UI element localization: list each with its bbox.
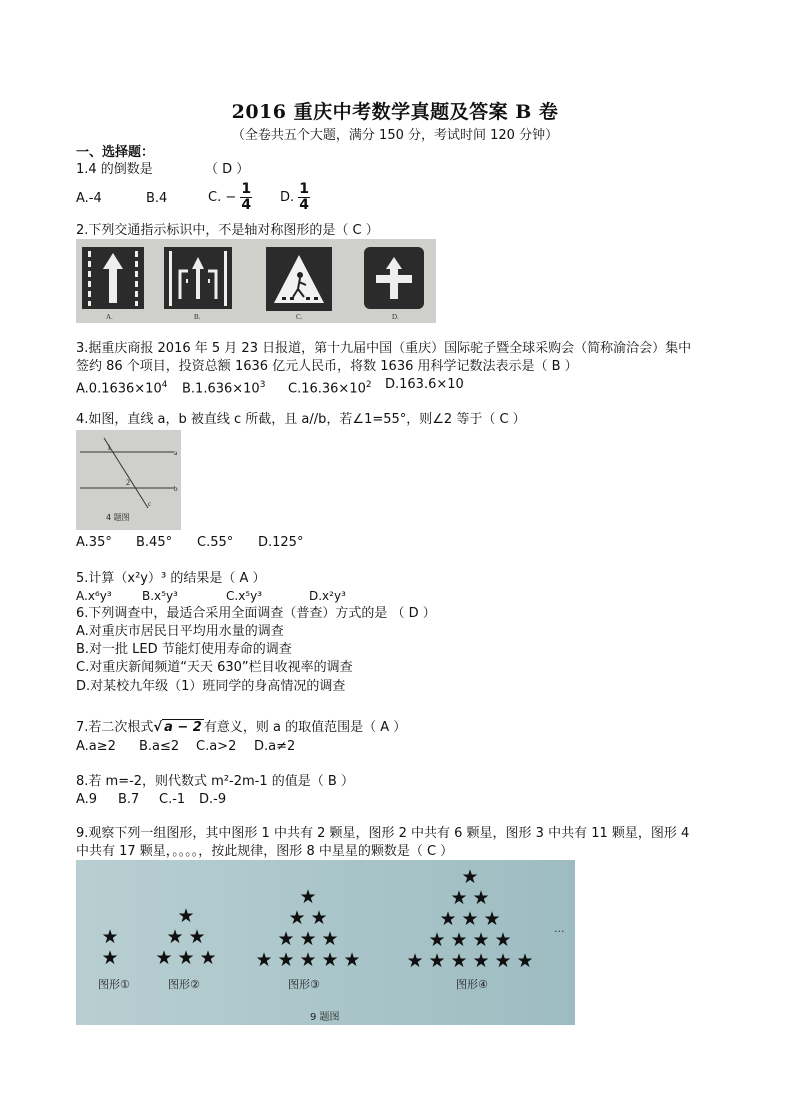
fig3-label: 图形③ xyxy=(288,978,320,991)
q2-traffic-signs-figure xyxy=(76,239,436,323)
q4-parallel-lines-figure xyxy=(76,430,181,530)
sign-a-label: A. xyxy=(106,313,113,321)
sign-c-label: C. xyxy=(296,313,303,321)
star-icon: ★ xyxy=(277,949,295,971)
star-icon: ★ xyxy=(177,947,195,969)
star-icon: ★ xyxy=(299,886,317,908)
star-icon: ★ xyxy=(406,950,424,972)
star-icon: ★ xyxy=(472,950,490,972)
page-subtitle: （全卷共五个大题，满分 150 分，考试时间 120 分钟） xyxy=(231,128,559,143)
q8-option-b: B.7 xyxy=(118,792,140,807)
q3-option-b: $B.1.636\times 10^3$ xyxy=(182,380,266,397)
star-icon: ★ xyxy=(472,887,490,909)
q1-answer: （ D ） xyxy=(205,162,250,177)
q1-option-b: B.4 xyxy=(146,191,168,206)
q7-option-c: C.a>2 xyxy=(196,739,237,754)
q3-line1: 3.据重庆商报 2016 年 5 月 23 日报道，第十九届中国（重庆）国际驼子暨全球采购会（简称渝洽会）集中 xyxy=(76,341,692,356)
page-title: 2016 重庆中考数学真题及答案 B 卷 xyxy=(231,101,559,123)
q7-stem: 7.若二次根式√ a − 2 有意义，则 a 的取值范围是（ A ） xyxy=(76,720,407,735)
fig4-label: 图形④ xyxy=(456,978,488,991)
svg-text:a: a xyxy=(174,449,178,457)
parallel-lines-svg xyxy=(76,430,181,530)
q3-option-a: $A.0.1636\times 10^4$ xyxy=(76,380,168,397)
svg-text:c: c xyxy=(148,500,152,508)
q6-option-b: B.对一批 LED 节能灯使用寿命的调查 xyxy=(76,642,292,657)
traffic-signs-svg xyxy=(76,239,436,323)
star-icon: ★ xyxy=(255,949,273,971)
star-icon: ★ xyxy=(321,928,339,950)
sign-a-straight-arrow-icon xyxy=(82,247,144,309)
sign-d-junction-icon xyxy=(364,247,424,309)
star-icon: ★ xyxy=(461,866,479,888)
q3-line2: 签约 86 个项目，投资总额 1636 亿元人民币，将数 1636 用科学记数法表示是（ B ） xyxy=(76,359,578,374)
star-icon: ★ xyxy=(199,947,217,969)
svg-text:b: b xyxy=(174,485,178,493)
q3-option-d: D.163.6×10 xyxy=(385,377,464,392)
q5-stem: 5.计算（x²y）³ 的结果是（ A ） xyxy=(76,571,266,586)
svg-text:4 题图: 4 题图 xyxy=(106,513,130,522)
star-icon: ★ xyxy=(450,929,468,951)
star-icon: ★ xyxy=(494,950,512,972)
q7-option-b: B.a≤2 xyxy=(139,739,180,754)
star-icon: ★ xyxy=(461,908,479,930)
q8-option-a: A.9 xyxy=(76,792,98,807)
q7-option-a: A.a≥2 xyxy=(76,739,116,754)
q4-option-d: D.125° xyxy=(258,535,304,550)
q9-star-pattern-figure xyxy=(76,860,575,1025)
fig2-label: 图形② xyxy=(168,978,200,991)
q8-option-c: C.-1 xyxy=(159,792,186,807)
star-pattern-svg xyxy=(76,860,575,1025)
q6-option-a: A.对重庆市居民日平均用水量的调查 xyxy=(76,624,284,639)
star-icon: ★ xyxy=(166,926,184,948)
star-icon: ★ xyxy=(439,908,457,930)
star-icon: ★ xyxy=(310,907,328,929)
star-icon: ★ xyxy=(472,929,490,951)
fig-ellipsis: ... xyxy=(554,922,565,935)
sign-b-lane-arrows-icon xyxy=(164,247,232,309)
svg-text:2: 2 xyxy=(126,478,130,487)
star-icon: ★ xyxy=(494,929,512,951)
q9-line2: 中共有 17 颗星，。。。。，按此规律，图形 8 中星星的颗数是（ C ） xyxy=(76,844,454,859)
q1-option-c-label: C. − xyxy=(208,190,237,205)
q1-option-c xyxy=(208,182,252,213)
q5-option-c: C.x⁵y³ xyxy=(226,589,263,603)
q1-option-c-fraction: $\frac{1}{4}$ xyxy=(241,181,252,213)
q6-stem: 6.下列调查中，最适合采用全面调查（普查）方式的是 （ D ） xyxy=(76,606,436,621)
star-icon: ★ xyxy=(343,949,361,971)
star-icon: ★ xyxy=(177,905,195,927)
star-icon: ★ xyxy=(483,908,501,930)
svg-text:1: 1 xyxy=(107,443,111,452)
q4-option-c: C.55° xyxy=(197,535,234,550)
fig1-label: 图形① xyxy=(98,978,130,991)
q8-option-d: D.-9 xyxy=(199,792,227,807)
star-icon: ★ xyxy=(277,928,295,950)
q6-option-c: C.对重庆新闻频道“天天 630”栏目收视率的调查 xyxy=(76,660,353,675)
q1-stem: 1.4 的倒数是 xyxy=(76,162,153,177)
star-icon: ★ xyxy=(101,926,119,948)
star-icon: ★ xyxy=(450,950,468,972)
q7-radical: √ a − 2 xyxy=(153,720,202,735)
q4-option-b: B.45° xyxy=(136,535,173,550)
q1-option-d-label: D. xyxy=(280,190,295,205)
fig9-caption: 9 题图 xyxy=(310,1012,340,1023)
star-icon: ★ xyxy=(155,947,173,969)
star-icon: ★ xyxy=(428,950,446,972)
q8-stem: 8.若 m=-2，则代数式 m²-2m-1 的值是（ B ） xyxy=(76,774,354,789)
star-icon: ★ xyxy=(188,926,206,948)
q5-option-a: A.x⁶y³ xyxy=(76,589,112,603)
q3-option-c: $C.16.36\times 10^2$ xyxy=(288,380,372,397)
q1-option-a: A.-4 xyxy=(76,191,102,206)
star-icon: ★ xyxy=(299,928,317,950)
sign-c-pedestrian-crossing-icon xyxy=(266,247,332,311)
q5-option-d: D.x²y³ xyxy=(309,589,346,603)
star-icon: ★ xyxy=(321,949,339,971)
q4-option-a: A.35° xyxy=(76,535,112,550)
q2-stem: 2.下列交通指示标识中，不是轴对称图形的是（ C ） xyxy=(76,223,379,238)
q7-option-d: D.a≠2 xyxy=(254,739,296,754)
q1-option-d-fraction: $\frac{1}{4}$ xyxy=(299,181,310,213)
star-icon: ★ xyxy=(450,887,468,909)
star-icon: ★ xyxy=(299,949,317,971)
sign-d-label: D. xyxy=(392,313,399,321)
section-heading: 一、选择题： xyxy=(76,145,155,160)
q6-option-d: D.对某校九年级（1）班同学的身高情况的调查 xyxy=(76,679,346,694)
q1-option-d xyxy=(280,182,310,213)
q5-option-b: B.x⁵y³ xyxy=(142,589,178,603)
star-icon: ★ xyxy=(288,907,306,929)
star-icon: ★ xyxy=(516,950,534,972)
q9-line1: 9.观察下列一组图形，其中图形 1 中共有 2 颗星，图形 2 中共有 6 颗星，图形 3 中共有 11 颗星，图形 4 xyxy=(76,826,690,841)
sign-b-label: B. xyxy=(194,313,201,321)
q4-stem: 4.如图，直线 a，b 被直线 c 所截，且 a//b，若∠1=55°，则∠2 等于（ C ） xyxy=(76,412,526,427)
star-icon: ★ xyxy=(101,947,119,969)
star-icon: ★ xyxy=(428,929,446,951)
